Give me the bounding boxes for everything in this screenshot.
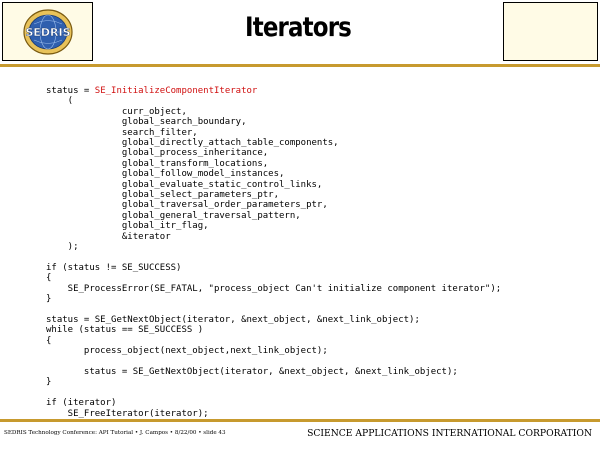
code-block <box>46 86 594 419</box>
footer-citation: SEDRIS Technology Conference: API Tutorial • J. Campos • 8/22/00 • slide 43 <box>4 430 226 436</box>
footer-organization: SCIENCE APPLICATIONS INTERNATIONAL CORPORATION <box>307 428 592 439</box>
sedris-globe-logo-icon <box>18 7 78 57</box>
page-title: Iterators <box>245 12 351 43</box>
header-rule <box>0 64 600 67</box>
logo-box <box>2 2 93 61</box>
logo-text: SEDRIS <box>24 25 71 39</box>
placeholder-box <box>503 2 598 61</box>
code-line-1-prefix: status = <box>46 86 95 96</box>
code-highlight-function: SE_InitializeComponentIterator <box>94 86 258 96</box>
footer-rule <box>0 419 600 422</box>
code-body: ( curr_object, global_search_boundary, search_filter, global_directly_attach_table_components, global_process_inheritance, global_transform_locations, global_follow_model_instances, global_evaluate_static_control_links, global_select_parameters_ptr, global_traversal_order_parameters_ptr, global_general_traversal_pattern, global_itr_flag, &iterator ); if (status != SE_SUCCESS) { SE_ProcessError(SE_FATAL, "process_object Can't initialize component iterator"); } status = SE_GetNextObject(iterator, &next_object, &next_link_object); while (status == SE_SUCCESS ) { process_object(next_object,next_link_object); status = SE_GetNextObject(iterator, &next_object, &next_link_object); } if (iterator) SE_FreeIterator(iterator); <box>46 96 502 419</box>
